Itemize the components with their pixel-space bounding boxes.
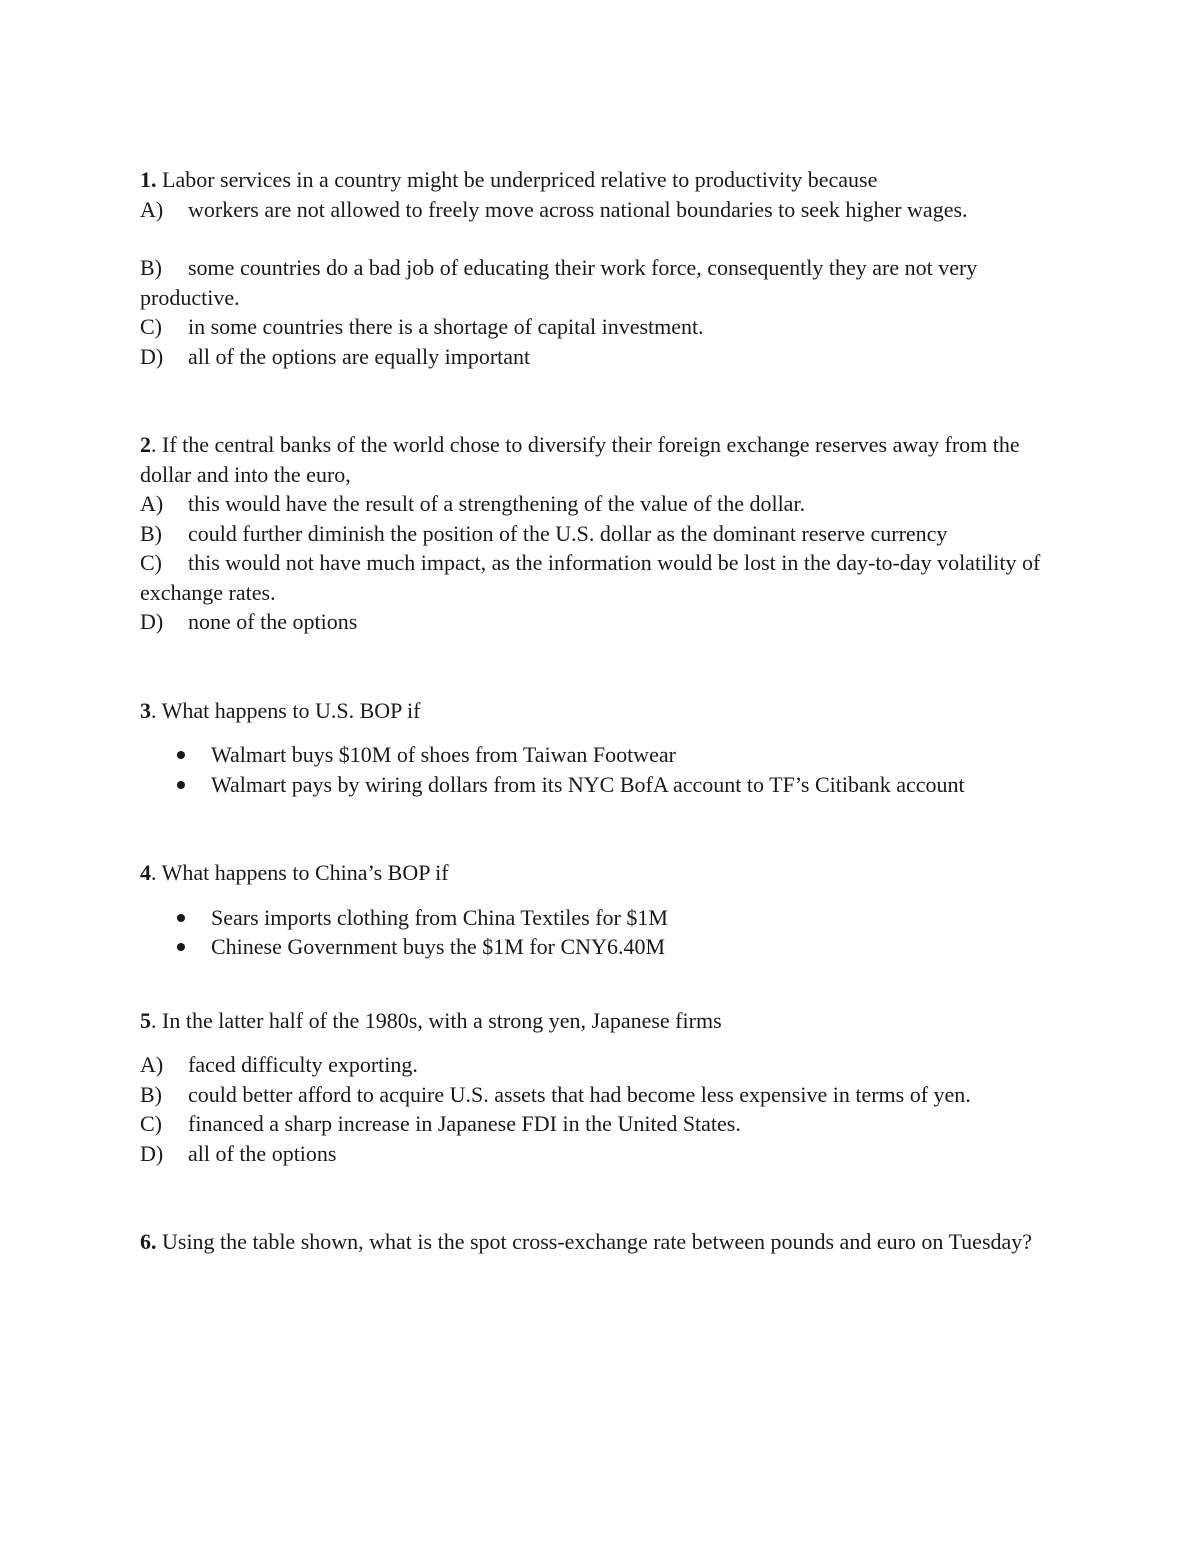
question-number: 4	[140, 860, 151, 885]
answer-option	[140, 607, 1060, 637]
bullet-list	[140, 740, 1060, 799]
question-stem	[140, 165, 1060, 195]
question-4	[140, 858, 1060, 962]
option-letter: A)	[140, 196, 164, 222]
answer-option	[140, 519, 1060, 549]
option-text: this would not have much impact, as the information would be lost in the day-to-day volatility of exchange rates.	[140, 550, 1041, 605]
question-stem	[140, 696, 1060, 726]
question-3	[140, 696, 1060, 800]
option-text: all of the options	[188, 1140, 337, 1166]
option-text: could further diminish the position of the U.S. dollar as the dominant reserve currency	[188, 520, 948, 546]
list-item-text: Chinese Government buys the $1M for CNY6.40M	[211, 934, 666, 959]
answer-option	[140, 342, 1060, 372]
option-letter: D)	[140, 343, 164, 369]
list-item-text: Walmart buys $10M of shoes from Taiwan Footwear	[211, 742, 676, 767]
question-text: . In the latter half of the 1980s, with a strong yen, Japanese firms	[151, 1007, 722, 1033]
option-letter: D)	[140, 609, 164, 634]
bullet-icon	[177, 943, 185, 951]
answer-option	[140, 312, 1060, 342]
list-item-text: Sears imports clothing from China Textiles for $1M	[211, 904, 668, 930]
answer-option	[140, 1050, 1060, 1080]
bullet-icon	[177, 914, 185, 922]
option-letter: D)	[140, 1140, 164, 1166]
question-stem	[140, 430, 1060, 489]
option-text: in some countries there is a shortage of capital investment.	[188, 314, 704, 339]
answer-option	[140, 195, 1060, 225]
answer-option	[140, 489, 1060, 519]
option-letter: A)	[140, 1052, 164, 1077]
option-text: faced difficulty exporting.	[188, 1052, 418, 1077]
bullet-icon	[177, 781, 185, 789]
question-text: . What happens to U.S. BOP if	[151, 697, 421, 723]
question-number: 6.	[140, 1229, 157, 1254]
list-item	[140, 770, 1060, 800]
answer-option	[140, 548, 1060, 607]
question-stem	[140, 1006, 1060, 1036]
option-text: could better afford to acquire U.S. assets that had become less expensive in terms of yen.	[188, 1081, 971, 1107]
option-text: financed a sharp increase in Japanese FDI in the United States.	[188, 1111, 741, 1136]
list-item	[140, 932, 1060, 962]
option-letter: A)	[140, 491, 164, 516]
question-2	[140, 430, 1060, 637]
option-text: some countries do a bad job of educating their work force, consequently they are not very productive.	[140, 255, 978, 310]
answer-option	[140, 1139, 1060, 1169]
option-text: all of the options are equally important	[188, 343, 531, 369]
question-number: 2	[140, 432, 151, 457]
question-stem	[140, 858, 1060, 888]
question-6	[140, 1227, 1060, 1257]
answer-option	[140, 253, 1060, 312]
question-number: 5	[140, 1007, 151, 1033]
question-5	[140, 1006, 1060, 1169]
question-text: Labor services in a country might be underpriced relative to productivity because	[156, 167, 878, 192]
question-text: . If the central banks of the world chose to diversify their foreign exchange reserves away from the dollar and into the euro,	[140, 432, 1020, 487]
option-text: workers are not allowed to freely move across national boundaries to seek higher wages.	[188, 196, 968, 222]
bullet-icon	[177, 751, 185, 759]
list-item	[140, 740, 1060, 770]
option-text: this would have the result of a strengthening of the value of the dollar.	[188, 491, 806, 516]
list-item-text: Walmart pays by wiring dollars from its NYC BofA account to TF’s Citibank account	[211, 771, 965, 797]
option-letter: C)	[140, 1111, 162, 1136]
list-item	[140, 903, 1060, 933]
question-number: 1.	[140, 167, 157, 192]
answer-option	[140, 1080, 1060, 1110]
option-text: none of the options	[188, 609, 358, 634]
question-text: . What happens to China’s BOP if	[151, 860, 449, 885]
option-letter: B)	[140, 1081, 162, 1107]
question-1	[140, 165, 1060, 371]
option-letter: C)	[140, 314, 162, 339]
question-text: Using the table shown, what is the spot cross-exchange rate between pounds and euro on Tuesday?	[156, 1229, 1033, 1254]
question-number: 3	[140, 697, 151, 723]
answer-option	[140, 1109, 1060, 1139]
bullet-list	[140, 903, 1060, 962]
option-letter: B)	[140, 520, 162, 546]
document-page	[140, 165, 1060, 1257]
question-stem	[140, 1227, 1060, 1257]
option-letter: B)	[140, 255, 162, 280]
option-letter: C)	[140, 550, 162, 575]
